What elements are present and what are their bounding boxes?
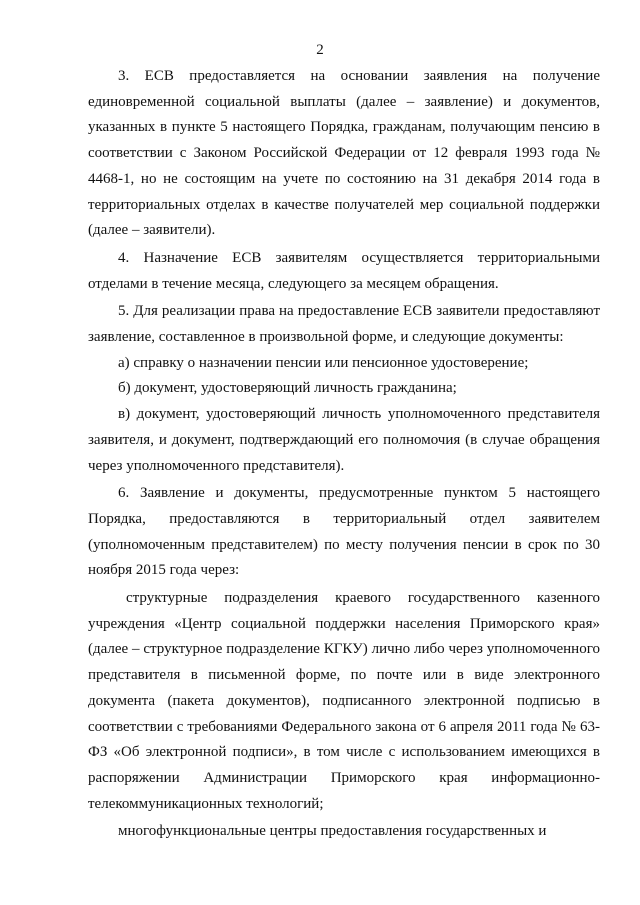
paragraph-subitem-a: а) справку о назначении пенсии или пенсионное удостоверение; xyxy=(118,354,529,371)
paragraph-item-4: 4. Назначение ЕСВ заявителям осуществляется территориальными отделами в течение месяца, следующего за месяцем обращения. xyxy=(88,249,600,292)
paragraph-item-6: 6. Заявление и документы, предусмотренные пунктом 5 настоящего Порядка, предоставляются в территориальный отдел заявителем (уполномоченным представителем) по месту получения пенсии в срок по 30 ноября 2015 года через: xyxy=(88,485,600,579)
page-number: 2 xyxy=(316,42,324,58)
paragraph-subitem-b: б) документ, удостоверяющий личность гражданина; xyxy=(118,380,457,397)
paragraph-mfc: многофункциональные центры предоставления государственных и xyxy=(118,823,547,840)
document-body xyxy=(88,64,600,845)
paragraph-subitem-v: в) документ, удостоверяющий личность уполномоченного представителя заявителя, и документ, подтверждающий его полномочия (в случае обращения через уполномоченного представителя). xyxy=(88,406,600,474)
paragraph-item-3: 3. ЕСВ предоставляется на основании заявления на получение единовременной социальной выплаты (далее – заявление) и документов, указанных в пункте 5 настоящего Порядка, гражданам, получающим пенсию в соответствии с Законом Российской Федерации от 12 февраля 1993 года № 4468-1, но не состоящим на учете по состоянию на 31 декабря 2014 года в территориальных отделах в качестве получателей мер социальной поддержки (далее – заявители). xyxy=(88,68,600,239)
paragraph-item-5: 5. Для реализации права на предоставление ЕСВ заявители предоставляют заявление, составленное в произвольной форме, и следующие документы: xyxy=(88,303,600,346)
paragraph-structural-units: структурные подразделения краевого государственного казенного учреждения «Центр социальной поддержки населения Приморского края» (далее – структурное подразделение КГКУ) лично либо через уполномоченного представителя в письменной форме, по почте или в виде электронного документа (пакета документов), подписанного электронной подписью в соответствии с требованиями Федерального закона от 6 апреля 2011 года № 63-ФЗ «Об электронной подписи», в том числе с использованием имеющихся в распоряжении Администрации Приморского края информационно-телекоммуникационных технологий; xyxy=(88,590,600,812)
